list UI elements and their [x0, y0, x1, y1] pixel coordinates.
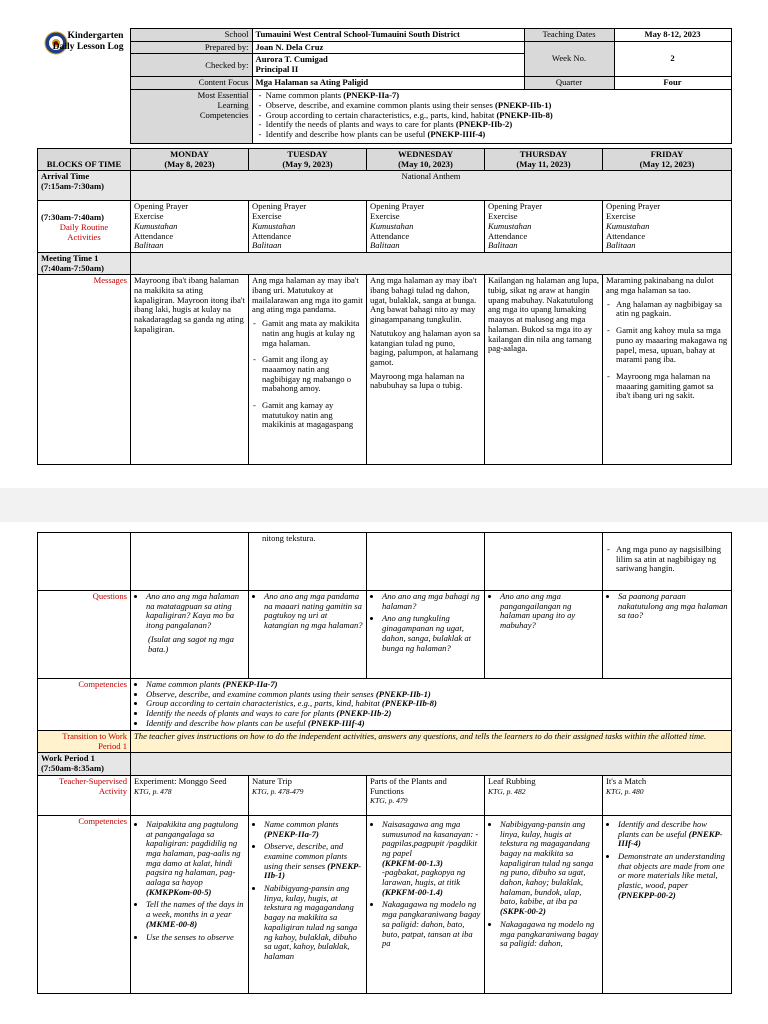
activity-friday: It's a Match KTG, p. 480 — [603, 775, 732, 815]
list-item: - Ang halaman ay nagbibigay sa atin ng pagkain. — [616, 300, 728, 319]
list-item: • Nakagagawa ng modelo ng mga pangkaraniwang bagay sa paligid: dahon, — [500, 920, 599, 949]
list-item: • Group according to certain characteristics, e.g., parts, kind, habitat (PNEKP-IIb-8) — [146, 699, 728, 709]
work-competencies-wednesday — [367, 815, 485, 993]
quarter: Four — [614, 77, 731, 90]
list-item: • Naisasagawa ang mga sumusunod na kasanayan: - pagpilas,pagpupit /pagdikit ng papel (KPKFM-00-1.3) -pagbakat, pagkopya ng larawan, hugis, at titik (KPKFM-00-1.4) — [382, 820, 481, 898]
daily-routine-label: (7:30am-7:40am) Daily Routine Activities — [38, 201, 131, 253]
quarter-label: Quarter — [524, 77, 614, 90]
question-tuesday: • Ano ano ang mga pandama na maaari nating gamitin sa pagtukoy ng uri at katangian ng mga halaman? — [249, 591, 367, 679]
week-no: 2 — [614, 41, 731, 77]
list-item: • Naipakikita ang pagtulong at pangangalaga sa kapaligiran: pagdidilig ng mga halaman, pag-aalis ng mga damo at kalat, hindi pagsira ng halaman, pag-aalaga sa hayop (KMKPKom-00-5) — [146, 820, 245, 898]
melc-item: - Identify the needs of plants and ways to care for plants (PNEKP-IIb-2) — [258, 119, 513, 130]
list-item: • Use the senses to observe — [146, 933, 245, 943]
arrival-time-label: Arrival Time (7:15am-7:30am) — [38, 171, 131, 201]
message-tuesday-continued: nitong tekstura. — [249, 533, 367, 591]
list-item: • Demonstrate an understanding that objects are made from one or more materials like metal, plastic, wood, paper (PNEKPP-00-2) — [618, 852, 728, 901]
routine-monday: Opening Prayer Exercise Kumustahan Attendance Balitaan — [131, 201, 249, 253]
meeting-competencies — [131, 679, 732, 731]
melc-label: Most Essential Learning Competencies — [130, 90, 252, 144]
melc-list — [252, 90, 731, 144]
question-thursday: • Ano ano ang mga pangangailangan ng halaman upang ito ay mabuhay? — [485, 591, 603, 679]
teacher-supervised-label: Teacher-Supervised Activity — [38, 775, 131, 815]
work-competencies-tuesday — [249, 815, 367, 993]
checked-by: Aurora T. Cumigad Principal II — [252, 54, 524, 77]
day-header-wednesday: WEDNESDAY (May 10, 2023) — [367, 149, 485, 171]
activity-wednesday: Parts of the Plants and Functions KTG, p. 479 — [367, 775, 485, 815]
day-header-tuesday: TUESDAY (May 9, 2023) — [249, 149, 367, 171]
day-header-monday: MONDAY (May 8, 2023) — [131, 149, 249, 171]
school-name: Tumauini West Central School-Tumauini South District — [252, 29, 524, 42]
routine-friday: Opening Prayer Exercise Kumustahan Attendance Balitaan — [603, 201, 732, 253]
list-item: • Observe, describe, and examine common plants using their senses (PNEKP-IIb-1) — [146, 690, 728, 700]
content-focus-label: Content Focus — [130, 77, 252, 90]
list-item: - Ang mga puno ay nagsisilbing lilim sa atin at nagbibigay ng sariwang hangin. — [616, 545, 728, 574]
activity-thursday: Leaf Rubbing KTG, p. 482 — [485, 775, 603, 815]
routine-tuesday: Opening Prayer Exercise Kumustahan Attendance Balitaan — [249, 201, 367, 253]
blocks-of-time-header: BLOCKS OF TIME — [38, 149, 131, 171]
transition-label: Transition to Work Period 1 — [38, 731, 131, 753]
melc-item: - Identify and describe how plants can be useful (PNEKP-IIIf-4) — [258, 128, 486, 139]
lesson-table-page-1 — [37, 148, 732, 465]
question-friday: • Sa paanong paraan nakatutulong ang mga halaman sa tao? — [603, 591, 732, 679]
list-item: - Gamit ang mata ay makikita natin ang hugis at kulay ng mga halaman. — [262, 319, 363, 348]
content-focus: Mga Halaman sa Ating Paligid — [252, 77, 524, 90]
header-table — [37, 28, 732, 144]
list-item: - Gamit ang kamay ay matutukoy natin ang makikinis at magagaspang — [262, 401, 363, 430]
day-header-thursday: THURSDAY (May 11, 2023) — [485, 149, 603, 171]
school-label: School — [130, 29, 252, 42]
work-competencies-label: Competencies — [38, 815, 131, 993]
activity-monday: Experiment: Monggo Seed KTG, p. 478 — [131, 775, 249, 815]
message-friday: Maraming pakinabang na dulot ang mga halaman sa tao. - Ang halaman ay nagbibigay sa atin ng pagkain. - Gamit ang kahoy mula sa mga puno ay maaaring makagawa ng papel, mesa, upuan, bahay at marami pang iba. - Mayroong mga halaman na maaaring gamiting gamot sa iba't ibang uri ng sakit. — [603, 275, 732, 465]
teaching-dates-label: Teaching Dates — [524, 29, 614, 42]
work-competencies-thursday — [485, 815, 603, 993]
teaching-dates: May 8-12, 2023 — [614, 29, 731, 42]
message-wednesday: Ang mga halaman ay may iba't ibang bahagi tulad ng dahon, ugat, bulaklak, sanga at bunga. Ang bawat bahagi nito ay may ginagampanang tungkulin. Natutukoy ang halaman ayon sa katangian tulad ng puno, baging, palumpon, at halamang gamot. Mayroong mga halaman na nabubuhay sa lupa o tubig. — [367, 275, 485, 465]
activity-tuesday: Nature Trip KTG, p. 478-479 — [249, 775, 367, 815]
work-competencies-friday — [603, 815, 732, 993]
work-period-1-label: Work Period 1 (7:50am-8:35am) — [38, 753, 131, 775]
list-item: • Tell the names of the days in a week, months in a year (MKME-00-8) — [146, 900, 245, 929]
message-thursday: Kailangan ng halaman ang lupa, tubig, sikat ng araw at hangin upang mabuhay. Nakatutulong ang mga ito upang lumaking maayos at malusog ang mga halaman. Bukod sa mga ito ay kailangan din nila ang tamang pag-aalaga. — [485, 275, 603, 465]
page-2 — [0, 522, 768, 1024]
routine-wednesday: Opening Prayer Exercise Kumustahan Attendance Balitaan — [367, 201, 485, 253]
document-title: Kindergarten Daily Lesson Log — [52, 29, 124, 52]
list-item: - Mayroong mga halaman na maaaring gamiting gamot sa iba't ibang uri ng sakit. — [616, 372, 728, 401]
list-item: • Nabibigyang-pansin ang linya, kulay, hugis, at tekstura ng magagandang bagay na makikita sa kapaligiran tulad ng sanga ng kahoy, bulaklak, dibuho sa ugat, kahoy, bulaklak, halaman — [264, 884, 363, 962]
list-item: • Nakagagawa ng modelo ng mga pangkaraniwang bagay sa paligid: dahon, bato, buto, patpat, tansan at iba pa — [382, 900, 481, 949]
checked-by-label: Checked by: — [130, 54, 252, 77]
work-competencies-monday — [131, 815, 249, 993]
message-monday: Mayroong iba't ibang halaman na makikita sa ating kapaligiran. Mayroon itong iba't ibang laki, hugis at kulay na nakadaragdag sa ganda ng ating kapaligiran. — [131, 275, 249, 465]
list-item: • Identify and describe how plants can be useful (PNEKP-IIIf-4) — [146, 719, 728, 729]
message-friday-continued — [603, 533, 732, 591]
national-anthem: National Anthem — [131, 171, 732, 201]
lesson-table-page-2 — [37, 532, 732, 994]
list-item: • Name common plants (PNEKP-IIa-7) — [146, 680, 728, 690]
prepared-by: Joan N. Dela Cruz — [252, 41, 524, 54]
routine-thursday: Opening Prayer Exercise Kumustahan Attendance Balitaan — [485, 201, 603, 253]
list-item: • Identify the needs of plants and ways to care for plants (PNEKP-IIb-2) — [146, 709, 728, 719]
list-item: - Gamit ang ilong ay maaamoy natin ang nagbibigay ng mabango o mabahong amoy. — [262, 355, 363, 394]
list-item: • Observe, describe, and examine common plants using their senses (PNEKP-IIb-1) — [264, 842, 363, 881]
list-item: • Identify and describe how plants can be useful (PNEKP-IIIf-4) — [618, 820, 728, 849]
questions-label: Questions — [38, 591, 131, 679]
list-item: • Nabibigyang-pansin ang linya, kulay, hugis at tekstura ng magagandang bagay na makikita sa kapaligiran tulad ng sanga ng puno, dibuho sa ugat, dahon, kahoy; bulaklak, halaman, bundok, ulap, bato, kabibe, at iba pa (SKPK-00-2) — [500, 820, 599, 917]
melc-item: - Observe, describe, and examine common plants using their senses (PNEKP-IIb-1) — [258, 99, 552, 110]
prepared-by-label: Prepared by: — [130, 41, 252, 54]
meeting-time-1-label: Meeting Time 1 (7:40am-7:50am) — [38, 252, 131, 274]
list-item: • Name common plants (PNEKP-IIa-7) — [264, 820, 363, 839]
question-wednesday: • Ano ano ang mga bahagi ng halaman? • Ano ang tungkuling ginagampanan ng ugat, dahon, sanga, bulaklak at bunga ng halaman? — [367, 591, 485, 679]
melc-item: - Name common plants (PNEKP-IIa-7) — [258, 90, 400, 101]
day-header-friday: FRIDAY (May 12, 2023) — [603, 149, 732, 171]
transition-text: The teacher gives instructions on how to do the independent activities, answers any questions, and tells the learners to do their assigned tasks within the allotted time. — [131, 731, 732, 753]
messages-label: Messages — [38, 275, 131, 465]
melc-item: - Group according to certain characteristics, e.g., parts, kind, habitat (PNEKP-IIb-8) — [258, 109, 553, 120]
week-no-label: Week No. — [524, 41, 614, 77]
page-1 — [0, 0, 768, 488]
list-item: - Gamit ang kahoy mula sa mga puno ay maaaring makagawa ng papel, mesa, upuan, bahay at marami pang iba. — [616, 326, 728, 365]
message-tuesday: Ang mga halaman ay may iba't ibang uri. Matutukoy at mailalarawan ang mga ito gamit ang ating mga pandama. - Gamit ang mata ay makikita natin ang hugis at kulay ng mga halaman. - Gamit ang ilong ay maaamoy natin ang nagbibigay ng mabango o mabahong amoy. - Gamit ang kamay ay matutukoy natin ang makikinis at magagaspang — [249, 275, 367, 465]
page-gap — [0, 488, 768, 522]
competencies-label: Competencies — [38, 679, 131, 731]
question-monday: • Ano ano ang mga halaman na matatagpuan sa ating kapaligiran? Kaya mo ba itong pangalanan? (Isulat ang sagot ng mga bata.) — [131, 591, 249, 679]
